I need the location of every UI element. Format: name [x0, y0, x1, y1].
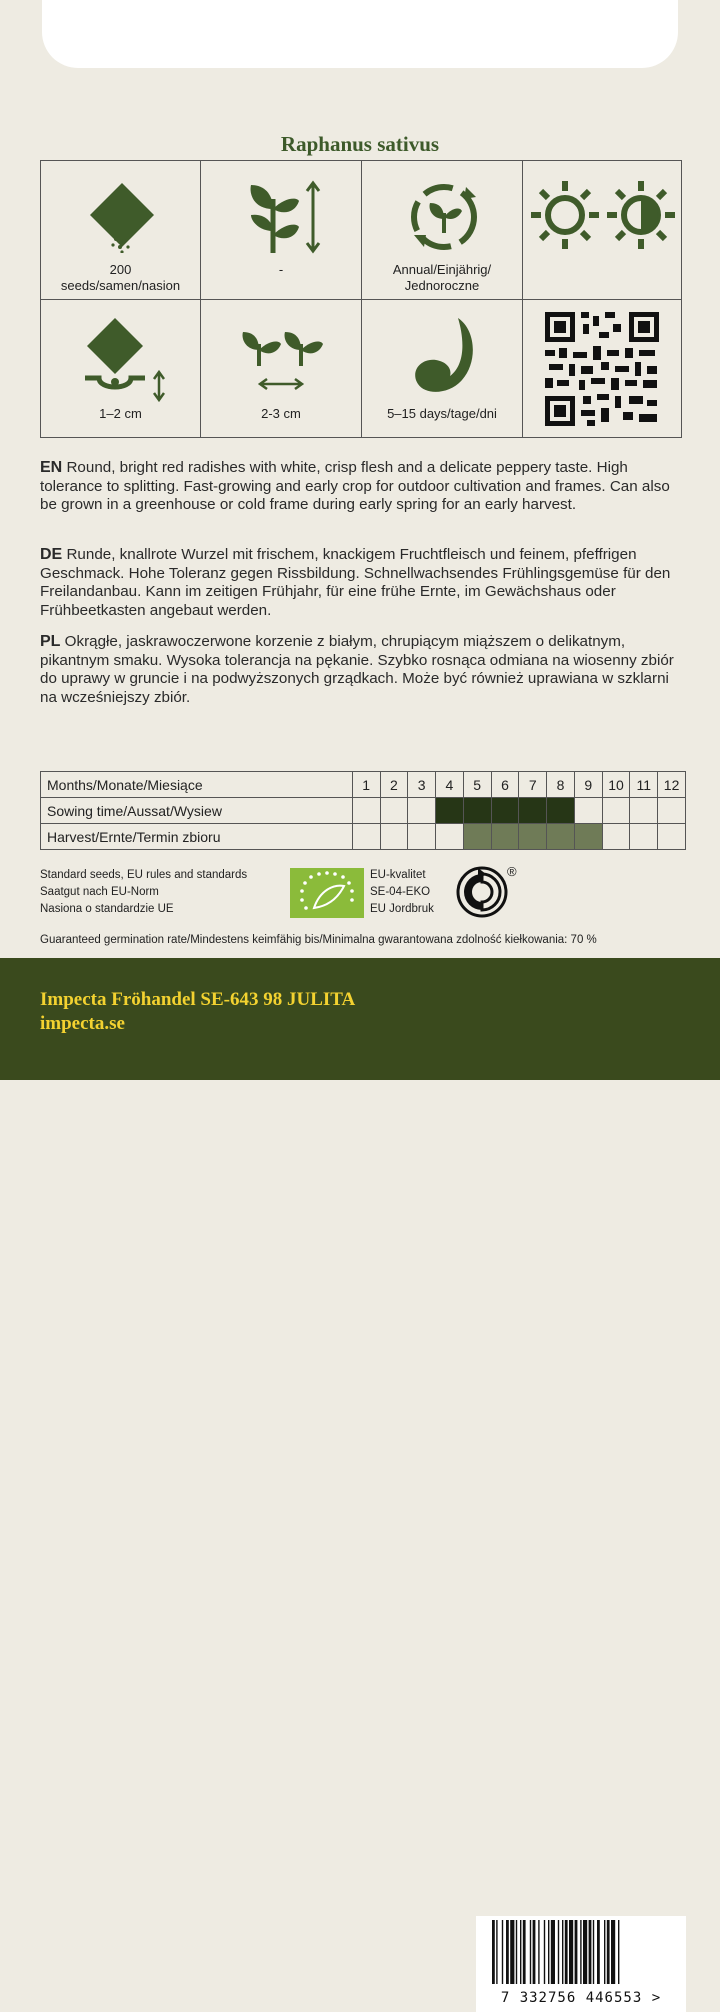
harvest-active-cell — [519, 824, 547, 850]
month-header: 7 — [519, 772, 547, 798]
seed-packet-icon — [86, 181, 158, 253]
barcode-bar — [558, 1920, 559, 1984]
standards-line: Saatgut nach EU-Norm — [40, 886, 159, 898]
sowing-empty-cell — [658, 798, 686, 824]
standards-line: Standard seeds, EU rules and standards — [40, 869, 248, 881]
description-en — [40, 459, 680, 515]
harvest-empty-cell — [602, 824, 630, 850]
barcode-bar — [496, 1920, 497, 1984]
month-header: 5 — [463, 772, 491, 798]
eco-line: EU Jordbruk — [370, 903, 434, 915]
species-name: Raphanus sativus — [280, 132, 440, 156]
sowing-empty-cell — [574, 798, 602, 824]
barcode-bar — [565, 1920, 568, 1984]
barcode-bar — [530, 1920, 531, 1984]
sun-partial-shade-icon — [527, 179, 677, 251]
company-address: Impecta Fröhandel SE-643 98 JULITA — [40, 989, 356, 1010]
sowing-active-cell — [491, 798, 519, 824]
barcode-bars — [476, 1916, 686, 1988]
description-pl — [40, 633, 680, 707]
sowing-calendar — [40, 771, 686, 850]
month-header: 1 — [352, 772, 380, 798]
month-header: 6 — [491, 772, 519, 798]
eco-line: SE-04-EKO — [370, 886, 431, 898]
barcode-bar — [589, 1920, 592, 1984]
company-info — [40, 988, 355, 1036]
description-de-text: Runde, knallrote Wurzel mit frischem, knackigem Fruchtfleisch und feinem, pfeffrigen Geschmack. Hohe Toleranz gegen Rissbildung. Schnellwachsendes Frühlingsgemüse für den Freilandanbau. Kann im zeitigen Frühjahr, für eine frühe Ernte, im Gewächshaus oder Frühbeetkasten angebaut werden. — [40, 546, 671, 619]
harvest-empty-cell — [408, 824, 436, 850]
barcode-bar — [569, 1920, 573, 1984]
depth-caption: 1–2 cm — [99, 406, 142, 421]
lang-code-en: EN — [40, 459, 63, 476]
harvest-empty-cell — [352, 824, 380, 850]
barcode-bar — [516, 1920, 517, 1984]
eco-certification — [370, 867, 434, 918]
germination-cell — [362, 300, 523, 437]
harvest-empty-cell — [436, 824, 464, 850]
calendar-months-row — [41, 772, 686, 798]
spacing-caption: 2-3 cm — [261, 406, 301, 421]
info-icon-grid — [40, 160, 682, 438]
company-website[interactable]: impecta.se — [40, 1013, 125, 1034]
barcode — [476, 1916, 686, 2012]
qr-code-icon[interactable] — [543, 310, 661, 428]
sun-cell — [523, 161, 681, 300]
standards-line: Nasiona o standardzie UE — [40, 903, 174, 915]
registered-mark: ® — [507, 864, 517, 879]
seed-standards — [40, 867, 247, 918]
sowing-empty-cell — [380, 798, 408, 824]
plant-height-icon — [245, 179, 321, 255]
barcode-bar — [593, 1920, 594, 1984]
harvest-active-cell — [574, 824, 602, 850]
barcode-bar — [533, 1920, 536, 1984]
month-header: 2 — [380, 772, 408, 798]
annual-caption: Annual/Einjährig/ Jednoroczne — [392, 262, 492, 293]
lang-code-pl: PL — [40, 633, 61, 650]
barcode-bar — [580, 1920, 581, 1984]
sowing-empty-cell — [352, 798, 380, 824]
barcode-bar — [551, 1920, 555, 1984]
month-header: 4 — [436, 772, 464, 798]
calendar-sowing-row — [41, 798, 686, 824]
barcode-bar — [597, 1920, 600, 1984]
germination-sprout-icon — [410, 316, 480, 398]
barcode-bar — [520, 1920, 521, 1984]
sowing-label: Sowing time/Aussat/Wysiew — [41, 798, 353, 824]
spacing-cell — [201, 300, 362, 437]
lifecycle-cell — [362, 161, 523, 300]
sowing-depth-icon — [79, 316, 165, 402]
barcode-bar — [544, 1920, 545, 1984]
description-en-text: Round, bright red radishes with white, crisp flesh and a delicate peppery taste. High tolerance to splitting. Fast-growing and early crop for outdoor cultivation and frames. Can also be grown in a greenhouse or cold frame during early spring for an early harvest. — [40, 459, 670, 513]
harvest-label: Harvest/Ernte/Termin zbioru — [41, 824, 353, 850]
sowing-empty-cell — [602, 798, 630, 824]
barcode-bar — [510, 1920, 514, 1984]
month-header: 9 — [574, 772, 602, 798]
depth-cell — [41, 300, 201, 437]
sowing-empty-cell — [630, 798, 658, 824]
barcode-bar — [562, 1920, 563, 1984]
qr-cell — [523, 300, 681, 437]
month-header: 12 — [658, 772, 686, 798]
sowing-active-cell — [547, 798, 575, 824]
eco-line: EU-kvalitet — [370, 869, 426, 881]
sowing-active-cell — [436, 798, 464, 824]
barcode-bar — [506, 1920, 509, 1984]
barcode-bar — [607, 1920, 610, 1984]
seeds-count-caption: 200 seeds/samen/nasion — [60, 262, 181, 293]
green-dot-recycling-icon — [456, 866, 508, 918]
height-cell — [201, 161, 362, 300]
months-label: Months/Monate/Miesiące — [41, 772, 353, 798]
barcode-bar — [604, 1920, 605, 1984]
barcode-bar — [492, 1920, 495, 1984]
barcode-number: 7 332756 446553 > — [500, 1990, 662, 2006]
sowing-empty-cell — [408, 798, 436, 824]
barcode-bar — [583, 1920, 587, 1984]
sowing-active-cell — [519, 798, 547, 824]
month-header: 3 — [408, 772, 436, 798]
height-caption: - — [278, 262, 284, 277]
month-header: 10 — [602, 772, 630, 798]
packet-opening — [42, 0, 678, 68]
month-header: 8 — [547, 772, 575, 798]
calendar-harvest-row — [41, 824, 686, 850]
eu-organic-leaf-logo — [290, 868, 364, 918]
sowing-active-cell — [463, 798, 491, 824]
barcode-bar — [611, 1920, 615, 1984]
barcode-bar — [502, 1920, 503, 1984]
barcode-bar — [548, 1920, 549, 1984]
month-header: 11 — [630, 772, 658, 798]
harvest-empty-cell — [658, 824, 686, 850]
annual-cycle-icon — [406, 179, 482, 255]
barcode-bar — [538, 1920, 539, 1984]
description-de — [40, 546, 680, 620]
lang-code-de: DE — [40, 546, 63, 563]
harvest-active-cell — [463, 824, 491, 850]
harvest-empty-cell — [630, 824, 658, 850]
harvest-active-cell — [547, 824, 575, 850]
barcode-bar — [523, 1920, 526, 1984]
harvest-empty-cell — [380, 824, 408, 850]
barcode-bar — [575, 1920, 578, 1984]
germination-caption: 5–15 days/tage/dni — [387, 406, 497, 421]
seeds-cell — [41, 161, 201, 300]
plant-spacing-icon — [237, 326, 327, 396]
description-pl-text: Okrągłe, jaskrawoczerwone korzenie z białym, chrupiącym miąższem o delikatnym, pikantnym smaku. Wysoka tolerancja na pękanie. Szybko rosnąca odmiana na wiosenny zbiór do uprawy w gruncie i na podwyższonych grządkach. Może być również uprawiana w szklarni na wcześniejszy zbiór. — [40, 633, 674, 706]
germination-guarantee: Guaranteed germination rate/Mindestens keimfähig bis/Minimalna gwarantowana zdolność kiełkowania: 70 % — [40, 934, 597, 946]
harvest-active-cell — [491, 824, 519, 850]
barcode-bar — [618, 1920, 619, 1984]
